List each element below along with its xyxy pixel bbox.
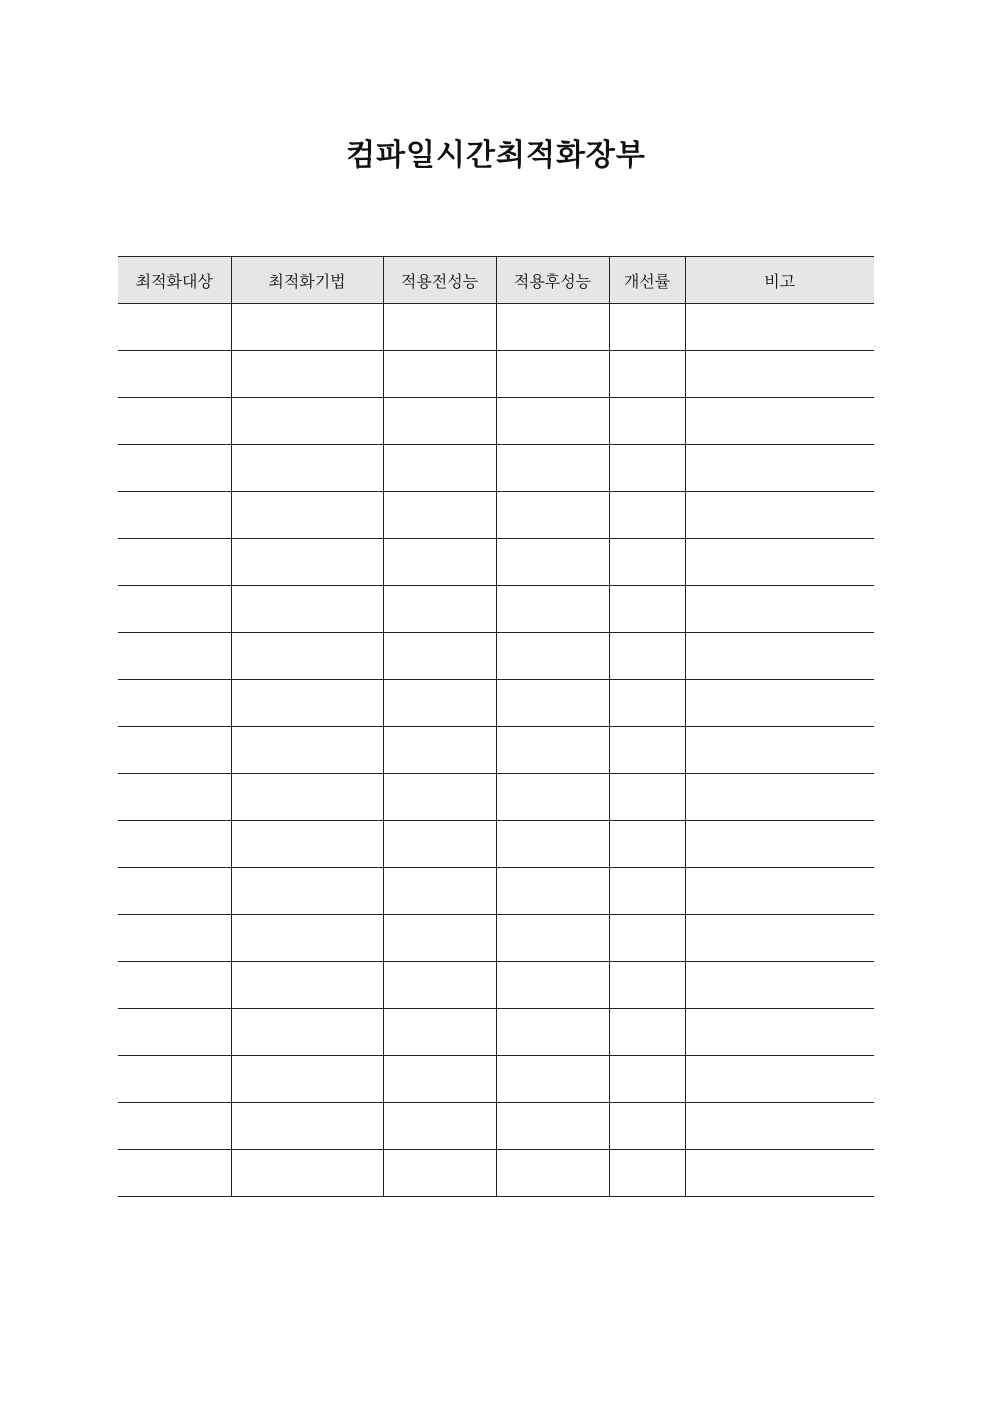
column-header-technique: 최적화기법 (231, 257, 383, 304)
technique-cell[interactable] (231, 633, 383, 680)
remarks-cell[interactable] (685, 445, 874, 492)
target-cell[interactable] (118, 633, 231, 680)
before-performance-cell[interactable] (383, 1056, 496, 1103)
target-cell[interactable] (118, 868, 231, 915)
remarks-cell[interactable] (685, 1103, 874, 1150)
technique-cell[interactable] (231, 304, 383, 351)
before-performance-cell[interactable] (383, 962, 496, 1009)
after-performance-cell[interactable] (496, 351, 609, 398)
before-performance-cell[interactable] (383, 1150, 496, 1197)
after-performance-cell[interactable] (496, 774, 609, 821)
technique-cell[interactable] (231, 1150, 383, 1197)
target-cell[interactable] (118, 1009, 231, 1056)
table-body (118, 304, 874, 1197)
technique-cell[interactable] (231, 351, 383, 398)
table-row (118, 774, 874, 821)
table-row (118, 304, 874, 351)
technique-cell[interactable] (231, 445, 383, 492)
after-performance-cell[interactable] (496, 1056, 609, 1103)
improvement-rate-cell[interactable] (609, 915, 685, 962)
after-performance-cell[interactable] (496, 868, 609, 915)
before-performance-cell[interactable] (383, 680, 496, 727)
technique-cell[interactable] (231, 774, 383, 821)
improvement-rate-cell[interactable] (609, 680, 685, 727)
after-performance-cell[interactable] (496, 727, 609, 774)
after-performance-cell[interactable] (496, 445, 609, 492)
table-row (118, 680, 874, 727)
technique-cell[interactable] (231, 821, 383, 868)
after-performance-cell[interactable] (496, 821, 609, 868)
table-header-row (118, 257, 874, 304)
target-cell[interactable] (118, 1103, 231, 1150)
target-cell[interactable] (118, 539, 231, 586)
improvement-rate-cell[interactable] (609, 539, 685, 586)
table-row (118, 633, 874, 680)
remarks-cell[interactable] (685, 586, 874, 633)
before-performance-cell[interactable] (383, 868, 496, 915)
technique-cell[interactable] (231, 539, 383, 586)
technique-cell[interactable] (231, 962, 383, 1009)
technique-cell[interactable] (231, 586, 383, 633)
target-cell[interactable] (118, 915, 231, 962)
technique-cell[interactable] (231, 1103, 383, 1150)
before-performance-cell[interactable] (383, 915, 496, 962)
table-row (118, 539, 874, 586)
remarks-cell[interactable] (685, 539, 874, 586)
target-cell[interactable] (118, 445, 231, 492)
remarks-cell[interactable] (685, 680, 874, 727)
before-performance-cell[interactable] (383, 774, 496, 821)
before-performance-cell[interactable] (383, 304, 496, 351)
improvement-rate-cell[interactable] (609, 1150, 685, 1197)
before-performance-cell[interactable] (383, 727, 496, 774)
improvement-rate-cell[interactable] (609, 727, 685, 774)
after-performance-cell[interactable] (496, 398, 609, 445)
improvement-rate-cell[interactable] (609, 821, 685, 868)
after-performance-cell[interactable] (496, 304, 609, 351)
remarks-cell[interactable] (685, 398, 874, 445)
target-cell[interactable] (118, 962, 231, 1009)
improvement-rate-cell[interactable] (609, 304, 685, 351)
column-header-target: 최적화대상 (118, 257, 231, 304)
remarks-cell[interactable] (685, 633, 874, 680)
table-row (118, 962, 874, 1009)
after-performance-cell[interactable] (496, 680, 609, 727)
technique-cell[interactable] (231, 680, 383, 727)
after-performance-cell[interactable] (496, 633, 609, 680)
table-row (118, 1009, 874, 1056)
improvement-rate-cell[interactable] (609, 492, 685, 539)
table-row (118, 492, 874, 539)
improvement-rate-cell[interactable] (609, 398, 685, 445)
improvement-rate-cell[interactable] (609, 633, 685, 680)
table-row (118, 915, 874, 962)
target-cell[interactable] (118, 774, 231, 821)
remarks-cell[interactable] (685, 304, 874, 351)
remarks-cell[interactable] (685, 915, 874, 962)
remarks-cell[interactable] (685, 962, 874, 1009)
before-performance-cell[interactable] (383, 539, 496, 586)
after-performance-cell[interactable] (496, 1009, 609, 1056)
table-row (118, 586, 874, 633)
technique-cell[interactable] (231, 868, 383, 915)
target-cell[interactable] (118, 680, 231, 727)
column-header-improvement-rate: 개선률 (609, 257, 685, 304)
column-header-remarks: 비고 (685, 257, 874, 304)
after-performance-cell[interactable] (496, 492, 609, 539)
table-row (118, 398, 874, 445)
target-cell[interactable] (118, 304, 231, 351)
before-performance-cell[interactable] (383, 586, 496, 633)
technique-cell[interactable] (231, 398, 383, 445)
remarks-cell[interactable] (685, 351, 874, 398)
table-row (118, 1103, 874, 1150)
improvement-rate-cell[interactable] (609, 962, 685, 1009)
target-cell[interactable] (118, 492, 231, 539)
optimization-ledger-table (118, 256, 874, 1197)
improvement-rate-cell[interactable] (609, 1056, 685, 1103)
technique-cell[interactable] (231, 492, 383, 539)
after-performance-cell[interactable] (496, 915, 609, 962)
improvement-rate-cell[interactable] (609, 445, 685, 492)
target-cell[interactable] (118, 351, 231, 398)
before-performance-cell[interactable] (383, 492, 496, 539)
remarks-cell[interactable] (685, 821, 874, 868)
target-cell[interactable] (118, 1150, 231, 1197)
improvement-rate-cell[interactable] (609, 1009, 685, 1056)
target-cell[interactable] (118, 821, 231, 868)
technique-cell[interactable] (231, 727, 383, 774)
table-row (118, 1056, 874, 1103)
before-performance-cell[interactable] (383, 398, 496, 445)
remarks-cell[interactable] (685, 774, 874, 821)
after-performance-cell[interactable] (496, 1150, 609, 1197)
column-header-after-performance: 적용후성능 (496, 257, 609, 304)
target-cell[interactable] (118, 727, 231, 774)
target-cell[interactable] (118, 586, 231, 633)
remarks-cell[interactable] (685, 727, 874, 774)
remarks-cell[interactable] (685, 1009, 874, 1056)
after-performance-cell[interactable] (496, 539, 609, 586)
table-row (118, 821, 874, 868)
table-row (118, 445, 874, 492)
after-performance-cell[interactable] (496, 586, 609, 633)
target-cell[interactable] (118, 1056, 231, 1103)
target-cell[interactable] (118, 398, 231, 445)
before-performance-cell[interactable] (383, 445, 496, 492)
document-title: 컴파일시간최적화장부 (346, 138, 646, 173)
remarks-cell[interactable] (685, 868, 874, 915)
technique-cell[interactable] (231, 1009, 383, 1056)
improvement-rate-cell[interactable] (609, 586, 685, 633)
table-row (118, 351, 874, 398)
technique-cell[interactable] (231, 915, 383, 962)
before-performance-cell[interactable] (383, 1009, 496, 1056)
improvement-rate-cell[interactable] (609, 868, 685, 915)
remarks-cell[interactable] (685, 492, 874, 539)
improvement-rate-cell[interactable] (609, 1103, 685, 1150)
table-row (118, 1150, 874, 1197)
before-performance-cell[interactable] (383, 351, 496, 398)
after-performance-cell[interactable] (496, 962, 609, 1009)
before-performance-cell[interactable] (383, 1103, 496, 1150)
column-header-before-performance: 적용전성능 (383, 257, 496, 304)
remarks-cell[interactable] (685, 1150, 874, 1197)
table-row (118, 868, 874, 915)
remarks-cell[interactable] (685, 1056, 874, 1103)
table-row (118, 727, 874, 774)
before-performance-cell[interactable] (383, 633, 496, 680)
after-performance-cell[interactable] (496, 1103, 609, 1150)
technique-cell[interactable] (231, 1056, 383, 1103)
improvement-rate-cell[interactable] (609, 351, 685, 398)
before-performance-cell[interactable] (383, 821, 496, 868)
improvement-rate-cell[interactable] (609, 774, 685, 821)
